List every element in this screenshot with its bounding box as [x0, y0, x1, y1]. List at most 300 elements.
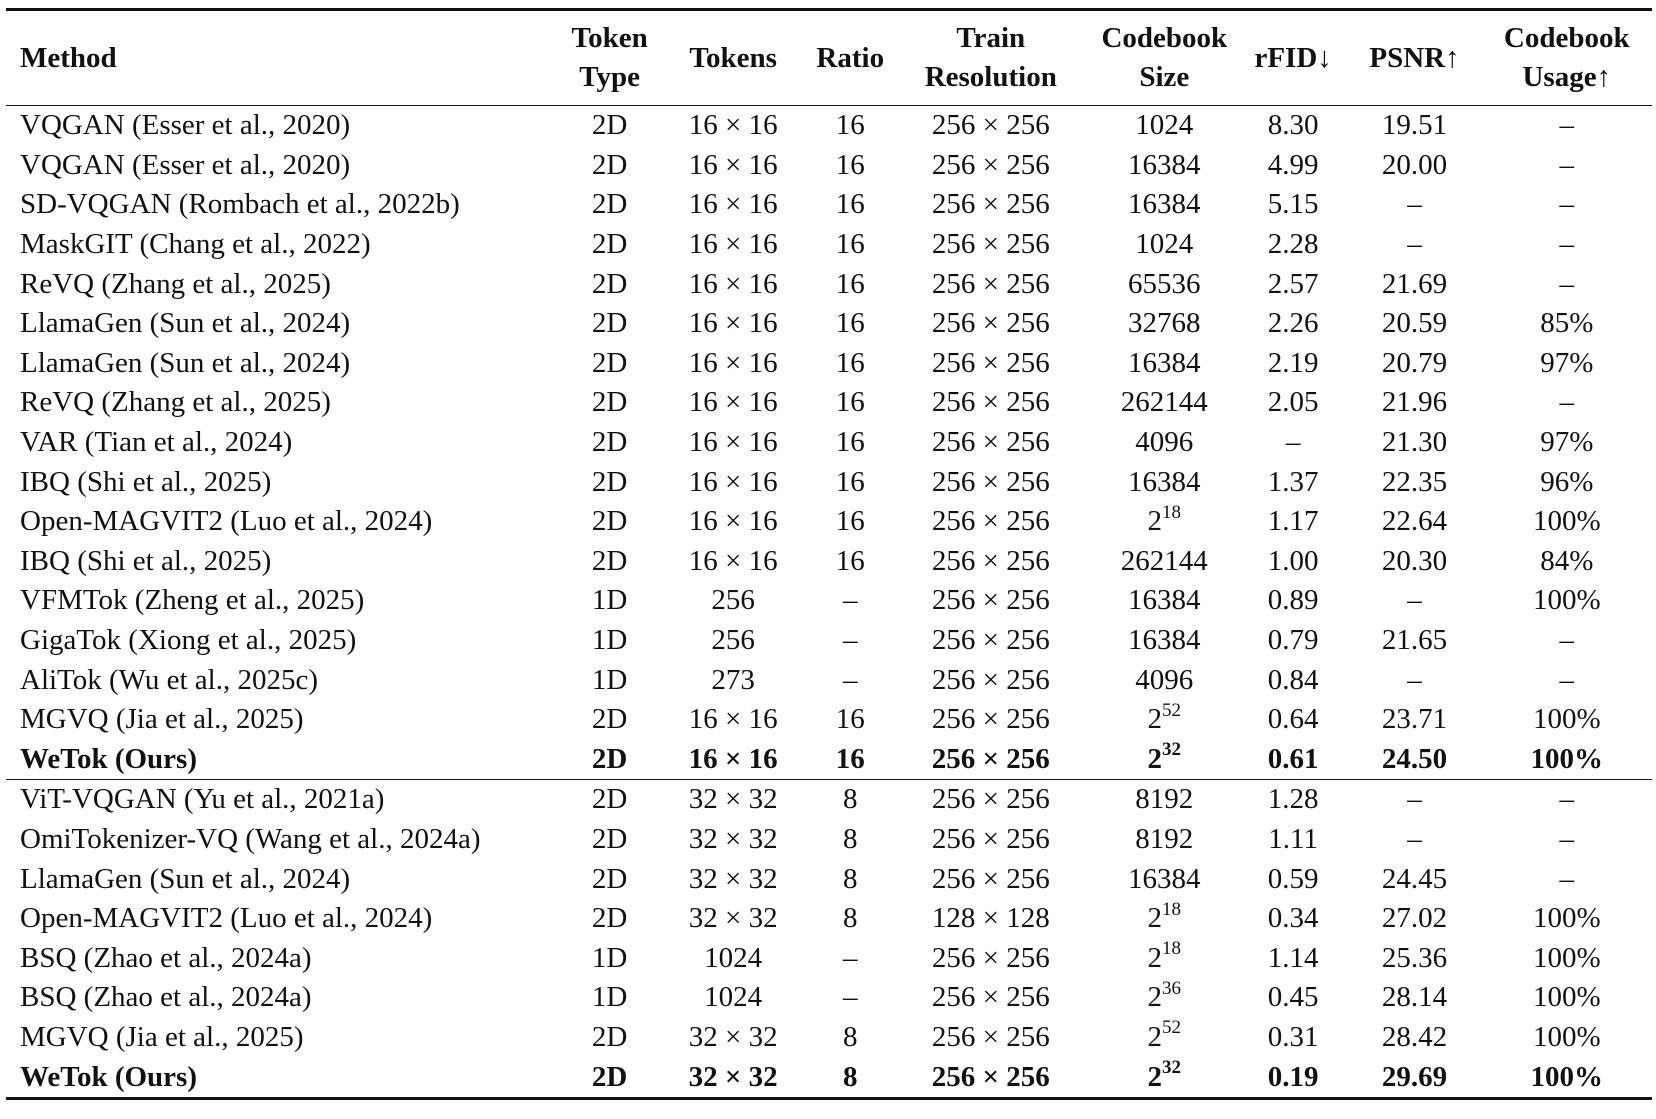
table-row — [6, 1018, 1652, 1058]
tokens-cell: 16 × 16 — [688, 386, 778, 419]
codebook-size-exponent: 52 — [1162, 699, 1182, 721]
token-type-cell: 2D — [591, 465, 628, 498]
rfid-cell: 0.19 — [1267, 1060, 1319, 1093]
token-type-cell: 2D — [591, 386, 628, 419]
token-type-cell: 1D — [591, 624, 628, 657]
method-cell: ReVQ (Zhang et al., 2025) — [20, 386, 331, 419]
rfid-cell: – — [1285, 426, 1301, 459]
method-cell: MGVQ (Jia et al., 2025) — [20, 1020, 304, 1053]
tokens-cell: 256 — [711, 584, 755, 617]
column-header-line2: Usage↑ — [1522, 61, 1612, 93]
psnr-cell: – — [1407, 584, 1422, 617]
tokens-cell: 16 × 16 — [688, 544, 778, 577]
psnr-cell: 20.30 — [1381, 544, 1448, 577]
rfid-cell: 2.57 — [1267, 267, 1319, 300]
column-header — [1347, 10, 1481, 106]
ratio-cell: – — [843, 941, 858, 974]
tokens-cell: 16 × 16 — [688, 228, 778, 261]
column-header — [892, 10, 1090, 106]
psnr-cell: 21.65 — [1381, 624, 1448, 657]
column-header-line1: Tokens — [689, 41, 777, 74]
tokens-cell: 16 × 16 — [688, 307, 778, 340]
train-resolution-cell: 256 × 256 — [931, 1060, 1050, 1093]
codebook-size-base: 16384 — [1128, 624, 1201, 657]
codebook-usage-cell: 100% — [1532, 505, 1601, 538]
rfid-cell: 5.15 — [1267, 188, 1319, 221]
codebook-size-base: 16384 — [1128, 584, 1201, 617]
train-resolution-cell: 256 × 256 — [931, 109, 1050, 142]
codebook-usage-cell: 100% — [1532, 703, 1601, 736]
train-resolution-cell: 256 × 256 — [931, 386, 1050, 419]
codebook-size-base: 2 — [1147, 1060, 1163, 1093]
codebook-size-cell — [1090, 621, 1239, 661]
token-type-cell: 2D — [591, 188, 628, 221]
rfid-cell: 0.64 — [1267, 703, 1319, 736]
rfid-cell: 2.26 — [1267, 307, 1319, 340]
method-cell: BSQ (Zhao et al., 2024a) — [20, 941, 312, 974]
rfid-cell: 1.17 — [1267, 505, 1319, 538]
codebook-size-cell — [1090, 1057, 1239, 1098]
tokens-cell: 32 × 32 — [688, 783, 778, 816]
table-row — [6, 899, 1652, 939]
token-type-cell: 2D — [591, 742, 628, 775]
table-row — [6, 344, 1652, 384]
tokens-cell: 16 × 16 — [688, 148, 778, 181]
train-resolution-cell: 256 × 256 — [931, 267, 1050, 300]
token-type-cell: 2D — [591, 307, 628, 340]
ratio-cell: 16 — [835, 346, 865, 379]
ratio-cell: 16 — [835, 386, 865, 419]
token-type-cell: 2D — [591, 544, 628, 577]
ratio-cell: 16 — [835, 742, 865, 775]
tokens-cell: 256 — [711, 624, 755, 657]
table-row — [6, 700, 1652, 740]
table-row — [6, 780, 1652, 820]
codebook-size-base: 8192 — [1135, 822, 1194, 855]
token-type-cell: 2D — [591, 426, 628, 459]
method-cell: IBQ (Shi et al., 2025) — [20, 465, 272, 498]
method-cell: LlamaGen (Sun et al., 2024) — [20, 307, 351, 340]
codebook-size-base: 2 — [1147, 742, 1163, 775]
train-resolution-cell: 256 × 256 — [931, 148, 1050, 181]
codebook-size-cell — [1090, 344, 1239, 384]
codebook-size-base: 262144 — [1120, 386, 1208, 419]
codebook-size-cell — [1090, 502, 1239, 542]
rfid-cell: 0.84 — [1267, 663, 1319, 696]
codebook-usage-cell: – — [1559, 109, 1575, 142]
codebook-size-cell — [1090, 820, 1239, 860]
table-row — [6, 820, 1652, 860]
codebook-size-base: 16384 — [1128, 346, 1201, 379]
psnr-cell: 24.45 — [1381, 862, 1448, 895]
codebook-size-cell — [1090, 978, 1239, 1018]
codebook-size-base: 65536 — [1128, 267, 1201, 300]
column-header — [1482, 10, 1652, 106]
token-type-cell: 2D — [591, 822, 628, 855]
method-cell: Open-MAGVIT2 (Luo et al., 2024) — [20, 902, 433, 935]
psnr-cell: 28.14 — [1381, 981, 1448, 1014]
psnr-cell: 21.69 — [1381, 267, 1448, 300]
psnr-cell: 29.69 — [1381, 1060, 1448, 1093]
column-header-line1: Codebook — [1101, 22, 1228, 55]
method-cell: MaskGIT (Chang et al., 2022) — [20, 228, 371, 261]
group1-body — [6, 106, 1652, 780]
ratio-cell: 16 — [835, 307, 865, 340]
codebook-size-cell — [1090, 383, 1239, 423]
method-cell: AliTok (Wu et al., 2025c) — [20, 663, 319, 696]
codebook-usage-cell: – — [1559, 188, 1575, 221]
ratio-cell: 8 — [843, 1060, 858, 1093]
token-type-cell: 2D — [591, 346, 628, 379]
token-type-cell: 2D — [591, 267, 628, 300]
token-type-cell: 2D — [591, 783, 628, 816]
rfid-cell: 0.31 — [1267, 1020, 1319, 1053]
codebook-size-exponent: 32 — [1162, 739, 1182, 761]
method-cell: MGVQ (Jia et al., 2025) — [20, 703, 304, 736]
train-resolution-cell: 256 × 256 — [931, 584, 1050, 617]
codebook-size-cell — [1090, 700, 1239, 740]
psnr-cell: 23.71 — [1381, 703, 1448, 736]
rfid-cell: 8.30 — [1267, 109, 1319, 142]
codebook-usage-cell: – — [1559, 148, 1575, 181]
column-header-line1: Train — [956, 22, 1026, 55]
train-resolution-cell: 256 × 256 — [931, 941, 1050, 974]
codebook-usage-cell: – — [1559, 822, 1575, 855]
table-row — [6, 423, 1652, 463]
codebook-usage-cell: – — [1559, 386, 1575, 419]
method-cell: WeTok (Ours) — [20, 742, 197, 775]
method-cell: SD-VQGAN (Rombach et al., 2022b) — [20, 188, 460, 221]
psnr-cell: 28.42 — [1381, 1020, 1448, 1053]
codebook-size-base: 32768 — [1128, 307, 1201, 340]
rfid-cell: 2.05 — [1267, 386, 1319, 419]
method-cell: LlamaGen (Sun et al., 2024) — [20, 862, 351, 895]
token-type-cell: 2D — [591, 228, 628, 261]
tokens-cell: 16 × 16 — [688, 505, 778, 538]
codebook-size-cell — [1090, 859, 1239, 899]
ratio-cell: 16 — [835, 505, 865, 538]
tokens-cell: 16 × 16 — [688, 703, 778, 736]
codebook-usage-cell: – — [1559, 783, 1575, 816]
header-row — [6, 10, 1652, 106]
codebook-usage-cell: 97% — [1540, 346, 1594, 379]
table-row — [6, 383, 1652, 423]
ratio-cell: 8 — [843, 862, 858, 895]
token-type-cell: 1D — [591, 941, 628, 974]
table-row — [6, 621, 1652, 661]
train-resolution-cell: 256 × 256 — [931, 981, 1050, 1014]
column-header — [1239, 10, 1348, 106]
codebook-size-base: 2 — [1147, 902, 1163, 935]
token-type-cell: 2D — [591, 148, 628, 181]
table-row — [6, 660, 1652, 700]
codebook-size-base: 2 — [1147, 1020, 1163, 1053]
codebook-size-base: 16384 — [1128, 862, 1201, 895]
codebook-size-base: 4096 — [1135, 663, 1194, 696]
codebook-size-base: 2 — [1147, 941, 1163, 974]
token-type-cell: 2D — [591, 703, 628, 736]
table-row — [6, 146, 1652, 186]
token-type-cell: 2D — [591, 1020, 628, 1053]
psnr-cell: 21.96 — [1381, 386, 1448, 419]
tokens-cell: 1024 — [704, 981, 763, 1014]
method-cell: OmiTokenizer-VQ (Wang et al., 2024a) — [20, 822, 481, 855]
rfid-cell: 2.19 — [1267, 346, 1319, 379]
column-header-line1: Method — [20, 41, 117, 74]
codebook-size-base: 2 — [1147, 505, 1163, 538]
codebook-size-base: 16384 — [1128, 148, 1201, 181]
codebook-size-cell — [1090, 225, 1239, 265]
tokens-cell: 16 × 16 — [688, 346, 778, 379]
codebook-size-exponent: 18 — [1162, 898, 1182, 920]
rfid-cell: 4.99 — [1267, 148, 1319, 181]
ratio-cell: 16 — [835, 426, 865, 459]
table-row — [6, 225, 1652, 265]
ratio-cell: 16 — [835, 109, 865, 142]
rfid-cell: 1.14 — [1267, 941, 1319, 974]
psnr-cell: 27.02 — [1381, 902, 1448, 935]
psnr-cell: 19.51 — [1381, 109, 1448, 142]
train-resolution-cell: 256 × 256 — [931, 822, 1050, 855]
codebook-usage-cell: 100% — [1532, 981, 1601, 1014]
train-resolution-cell: 256 × 256 — [931, 742, 1050, 775]
column-header-line1: Codebook — [1503, 22, 1630, 55]
rfid-cell: 0.45 — [1267, 981, 1319, 1014]
codebook-usage-cell: – — [1559, 267, 1575, 300]
psnr-cell: – — [1407, 663, 1422, 696]
codebook-size-cell — [1090, 581, 1239, 621]
codebook-size-exponent: 18 — [1162, 938, 1182, 960]
ratio-cell: 8 — [843, 1020, 858, 1053]
codebook-size-cell — [1090, 185, 1239, 225]
table-row — [6, 1057, 1652, 1098]
ratio-cell: 16 — [835, 465, 865, 498]
method-cell: VQGAN (Esser et al., 2020) — [20, 109, 351, 142]
column-header — [809, 10, 892, 106]
codebook-size-base: 4096 — [1135, 426, 1194, 459]
group2-body — [6, 780, 1652, 1099]
ratio-cell: 16 — [835, 188, 865, 221]
codebook-usage-cell: 84% — [1540, 544, 1594, 577]
train-resolution-cell: 256 × 256 — [931, 426, 1050, 459]
train-resolution-cell: 256 × 256 — [931, 1020, 1050, 1053]
codebook-size-cell — [1090, 899, 1239, 939]
column-header — [1090, 10, 1239, 106]
tokens-cell: 16 × 16 — [688, 109, 778, 142]
table-row — [6, 502, 1652, 542]
codebook-size-cell — [1090, 304, 1239, 344]
codebook-size-base: 8192 — [1135, 783, 1194, 816]
ratio-cell: – — [843, 624, 858, 657]
train-resolution-cell: 256 × 256 — [931, 228, 1050, 261]
codebook-size-cell — [1090, 1018, 1239, 1058]
codebook-usage-cell: 100% — [1532, 1020, 1601, 1053]
rfid-cell: 1.00 — [1267, 544, 1319, 577]
method-cell: VQGAN (Esser et al., 2020) — [20, 148, 351, 181]
codebook-usage-cell: – — [1559, 862, 1575, 895]
table-row — [6, 581, 1652, 621]
ratio-cell: – — [843, 981, 858, 1014]
tokens-cell: 273 — [711, 663, 755, 696]
table-row — [6, 185, 1652, 225]
train-resolution-cell: 256 × 256 — [931, 505, 1050, 538]
codebook-size-cell — [1090, 106, 1239, 146]
tokens-cell: 32 × 32 — [688, 822, 778, 855]
token-type-cell: 1D — [591, 663, 628, 696]
ratio-cell: 16 — [835, 148, 865, 181]
train-resolution-cell: 128 × 128 — [931, 902, 1050, 935]
train-resolution-cell: 256 × 256 — [931, 188, 1050, 221]
codebook-size-base: 2 — [1147, 703, 1163, 736]
ratio-cell: 8 — [843, 902, 858, 935]
codebook-usage-cell: 100% — [1532, 584, 1601, 617]
rfid-cell: 0.89 — [1267, 584, 1319, 617]
train-resolution-cell: 256 × 256 — [931, 783, 1050, 816]
rfid-cell: 0.61 — [1267, 742, 1319, 775]
tokens-cell: 16 × 16 — [688, 426, 778, 459]
token-type-cell: 2D — [591, 109, 628, 142]
column-header-line2: Size — [1139, 61, 1190, 93]
train-resolution-cell: 256 × 256 — [931, 544, 1050, 577]
codebook-size-base: 1024 — [1135, 109, 1194, 142]
tokens-cell: 32 × 32 — [688, 862, 778, 895]
train-resolution-cell: 256 × 256 — [931, 307, 1050, 340]
table-row — [6, 938, 1652, 978]
codebook-size-cell — [1090, 264, 1239, 304]
token-type-cell: 2D — [591, 505, 628, 538]
tokens-cell: 1024 — [704, 941, 763, 974]
rfid-cell: 0.34 — [1267, 902, 1319, 935]
ratio-cell: – — [843, 663, 858, 696]
psnr-cell: – — [1407, 188, 1422, 221]
rfid-cell: 1.37 — [1267, 465, 1319, 498]
codebook-size-base: 16384 — [1128, 465, 1201, 498]
psnr-cell: 20.59 — [1381, 307, 1448, 340]
tokens-cell: 16 × 16 — [688, 465, 778, 498]
codebook-size-base: 16384 — [1128, 188, 1201, 221]
codebook-usage-cell: – — [1559, 624, 1575, 657]
psnr-cell: 20.79 — [1381, 346, 1448, 379]
psnr-cell: – — [1407, 783, 1422, 816]
codebook-usage-cell: 100% — [1532, 941, 1601, 974]
codebook-usage-cell: 100% — [1532, 902, 1601, 935]
codebook-usage-cell: – — [1559, 228, 1575, 261]
codebook-usage-cell: 85% — [1540, 307, 1594, 340]
method-cell: IBQ (Shi et al., 2025) — [20, 544, 272, 577]
codebook-size-cell — [1090, 423, 1239, 463]
token-type-cell: 2D — [591, 1060, 628, 1093]
table-row — [6, 462, 1652, 502]
table-row — [6, 304, 1652, 344]
codebook-size-exponent: 52 — [1162, 1017, 1182, 1039]
column-header — [658, 10, 809, 106]
psnr-cell: 22.64 — [1381, 505, 1448, 538]
codebook-size-cell — [1090, 660, 1239, 700]
ratio-cell: 16 — [835, 544, 865, 577]
psnr-cell: 20.00 — [1381, 148, 1448, 181]
codebook-usage-cell: 100% — [1530, 742, 1604, 775]
ratio-cell: 16 — [835, 267, 865, 300]
rfid-cell: 2.28 — [1267, 228, 1319, 261]
codebook-size-base: 1024 — [1135, 228, 1194, 261]
rfid-cell: 0.59 — [1267, 862, 1319, 895]
comparison-table — [6, 8, 1652, 1100]
token-type-cell: 1D — [591, 981, 628, 1014]
method-cell: WeTok (Ours) — [20, 1060, 197, 1093]
method-cell: LlamaGen (Sun et al., 2024) — [20, 346, 351, 379]
table-row — [6, 859, 1652, 899]
column-header-line1: rFID↓ — [1254, 41, 1332, 74]
train-resolution-cell: 256 × 256 — [931, 624, 1050, 657]
codebook-usage-cell: 97% — [1540, 426, 1594, 459]
codebook-size-cell — [1090, 146, 1239, 186]
ratio-cell: 8 — [843, 783, 858, 816]
psnr-cell: 24.50 — [1381, 742, 1448, 775]
ratio-cell: 16 — [835, 703, 865, 736]
column-header-line1: PSNR↑ — [1369, 41, 1460, 74]
codebook-usage-cell: 100% — [1530, 1060, 1604, 1093]
table-row — [6, 542, 1652, 582]
codebook-size-base: 2 — [1147, 981, 1163, 1014]
column-header-line1: Token — [571, 22, 648, 55]
rfid-cell: 1.28 — [1267, 783, 1319, 816]
method-cell: ViT-VQGAN (Yu et al., 2021a) — [20, 783, 385, 816]
codebook-size-exponent: 32 — [1162, 1056, 1182, 1078]
ratio-cell: 8 — [843, 822, 858, 855]
train-resolution-cell: 256 × 256 — [931, 862, 1050, 895]
tokens-cell: 32 × 32 — [688, 1060, 778, 1093]
psnr-cell: – — [1407, 822, 1422, 855]
codebook-size-cell — [1090, 780, 1239, 820]
psnr-cell: 25.36 — [1381, 941, 1448, 974]
method-cell: GigaTok (Xiong et al., 2025) — [20, 624, 357, 657]
token-type-cell: 2D — [591, 902, 628, 935]
method-cell: BSQ (Zhao et al., 2024a) — [20, 981, 312, 1014]
train-resolution-cell: 256 × 256 — [931, 346, 1050, 379]
codebook-size-cell — [1090, 938, 1239, 978]
tokens-cell: 16 × 16 — [688, 188, 778, 221]
method-cell: VFMTok (Zheng et al., 2025) — [20, 584, 365, 617]
table-row — [6, 264, 1652, 304]
column-header — [562, 10, 658, 106]
ratio-cell: 16 — [835, 228, 865, 261]
column-header-line1: Ratio — [816, 41, 885, 74]
codebook-size-base: 262144 — [1120, 544, 1208, 577]
codebook-size-cell — [1090, 740, 1239, 780]
table-row — [6, 978, 1652, 1018]
token-type-cell: 2D — [591, 862, 628, 895]
method-cell: VAR (Tian et al., 2024) — [20, 426, 293, 459]
codebook-size-cell — [1090, 462, 1239, 502]
tokens-cell: 32 × 32 — [688, 1020, 778, 1053]
tokens-cell: 16 × 16 — [688, 742, 778, 775]
train-resolution-cell: 256 × 256 — [931, 465, 1050, 498]
psnr-cell: – — [1407, 228, 1422, 261]
codebook-size-exponent: 36 — [1162, 977, 1182, 999]
psnr-cell: 22.35 — [1381, 465, 1448, 498]
tokens-cell: 16 × 16 — [688, 267, 778, 300]
token-type-cell: 1D — [591, 584, 628, 617]
column-header-line2: Resolution — [924, 61, 1057, 93]
psnr-cell: 21.30 — [1381, 426, 1448, 459]
rfid-cell: 1.11 — [1268, 822, 1318, 855]
train-resolution-cell: 256 × 256 — [931, 703, 1050, 736]
codebook-size-cell — [1090, 542, 1239, 582]
table-row — [6, 740, 1652, 780]
table-row — [6, 106, 1652, 146]
column-header — [6, 10, 562, 106]
codebook-usage-cell: 96% — [1540, 465, 1594, 498]
